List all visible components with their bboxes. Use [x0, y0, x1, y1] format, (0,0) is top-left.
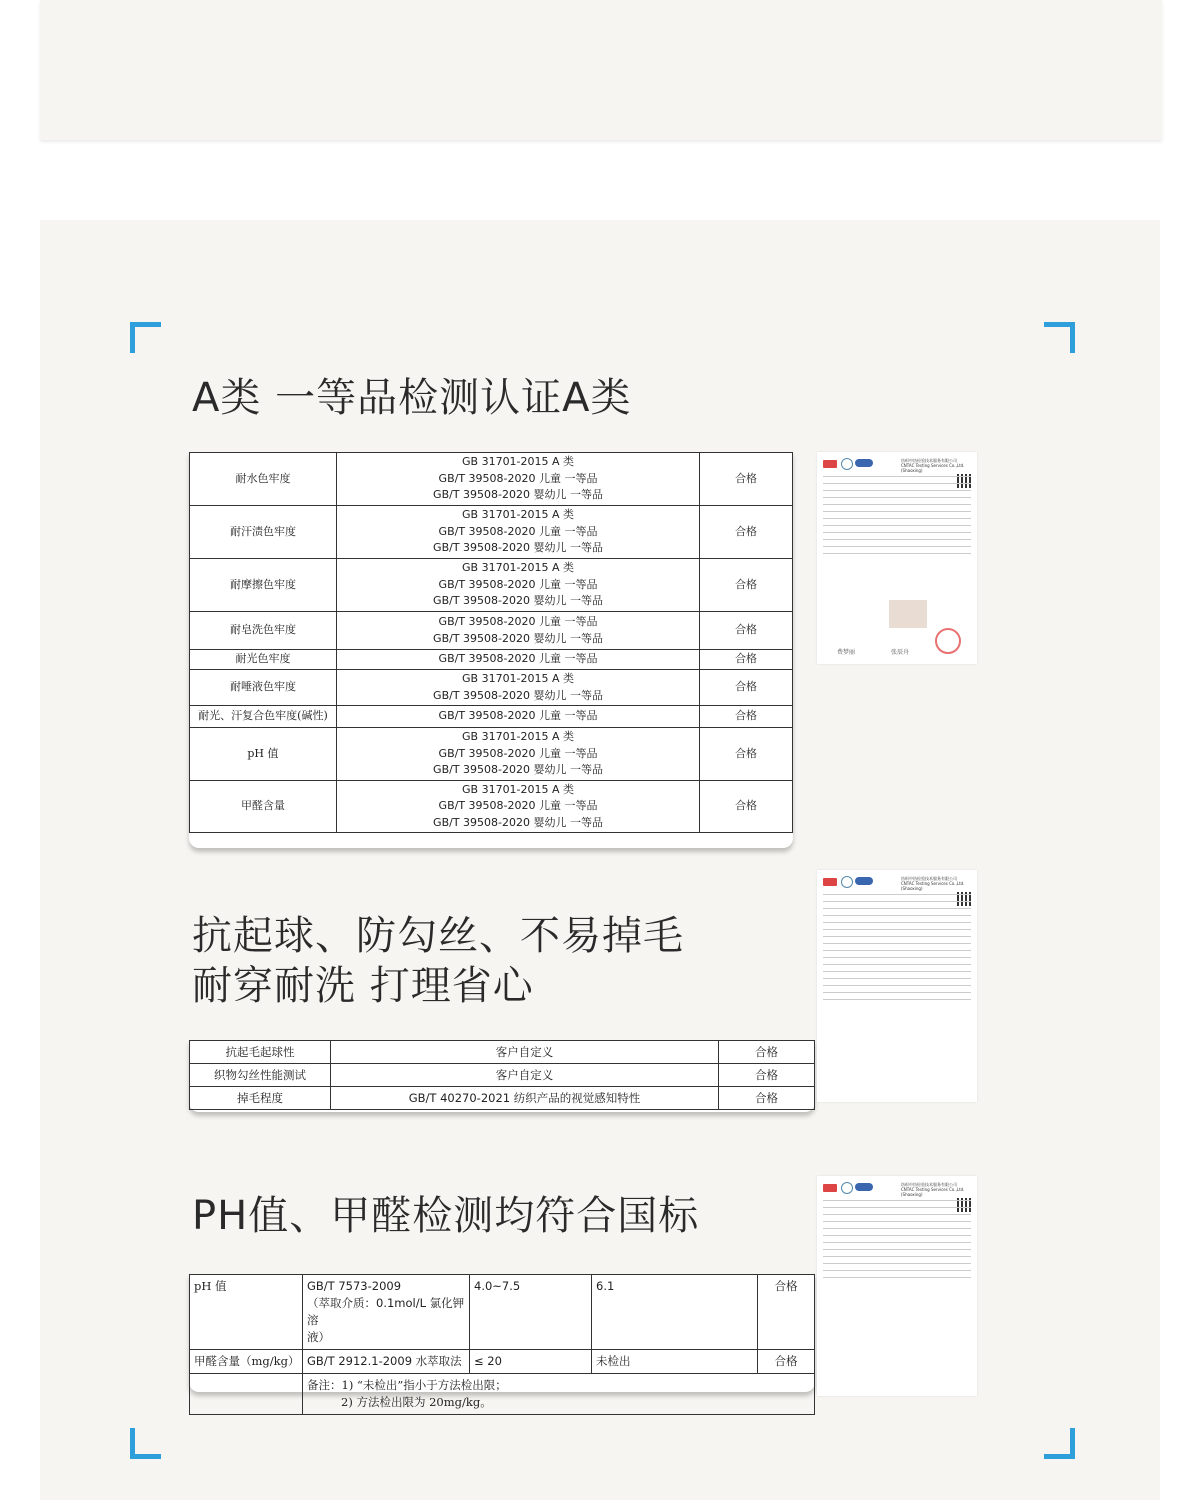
test-result: 合格	[700, 728, 793, 781]
test-item: 抗起毛起球性	[190, 1041, 331, 1064]
notes-cell	[303, 1374, 815, 1415]
standard-line: GB/T 39508-2020 婴幼儿 一等品	[433, 488, 603, 502]
red-seal-stamp	[935, 628, 961, 654]
test-item: pH 值	[190, 728, 337, 781]
report-header	[823, 1182, 971, 1197]
report-text-lines	[823, 1200, 971, 1368]
test-item: 耐水色牢度	[190, 453, 337, 506]
test-standards	[336, 506, 699, 559]
standard-line: GB/T 39508-2020 儿童 一等品	[438, 652, 598, 666]
notes-empty-cell	[190, 1374, 303, 1415]
table-row	[190, 559, 793, 612]
corner-bracket-top-right	[1044, 322, 1075, 353]
test-standard: 客户自定义	[331, 1041, 719, 1064]
cnas-logo-icon	[855, 1183, 873, 1191]
test-standards	[336, 612, 699, 650]
test-result: 合格	[700, 781, 793, 833]
table-row	[190, 728, 793, 781]
corner-bracket-bottom-left	[130, 1428, 161, 1459]
corner-bracket-bottom-right	[1044, 1428, 1075, 1459]
table-row	[190, 781, 793, 833]
test-report-thumbnail-2	[817, 870, 977, 1102]
report-header	[823, 876, 971, 891]
test-result: 合格	[700, 559, 793, 612]
test-result: 合格	[700, 670, 793, 706]
test-value: 6.1	[592, 1275, 758, 1350]
test-standards	[336, 559, 699, 612]
method-line: GB/T 2912.1-2009 水萃取法	[307, 1354, 462, 1368]
cnas-logo-icon	[855, 459, 873, 467]
ph-formaldehyde-table-card	[189, 1274, 815, 1409]
standard-line: GB 31701-2015 A 类	[462, 455, 575, 469]
report-company: 纺织中纺检验技术服务有限公司 CNTAC Testing Services Co.,Ltd.(Shaoxing)	[901, 1182, 965, 1197]
test-item: 甲醛含量（mg/kg）	[190, 1350, 303, 1374]
table-row	[190, 1064, 815, 1087]
test-value: 未检出	[592, 1350, 758, 1374]
section1-title: A类 一等品检测认证A类	[192, 375, 632, 421]
mra-logo-icon	[841, 876, 853, 888]
test-result: 合格	[700, 650, 793, 670]
test-result: 合格	[700, 706, 793, 728]
standard-line: GB/T 39508-2020 儿童 一等品	[438, 614, 598, 628]
table-row	[190, 612, 793, 650]
standard-line: GB/T 39508-2020 婴幼儿 一等品	[433, 688, 603, 702]
test-standards	[336, 650, 699, 670]
method-line: GB/T 7573-2009	[307, 1279, 402, 1293]
standard-line: GB 31701-2015 A 类	[462, 730, 575, 744]
fabric-sample-photo	[889, 600, 927, 628]
test-method	[303, 1275, 470, 1350]
colorfastness-table	[189, 452, 793, 833]
table-row	[190, 1041, 815, 1064]
signature-2: 张辰舟	[891, 649, 910, 656]
standard-line: GB 31701-2015 A 类	[462, 782, 575, 796]
test-result: 合格	[700, 506, 793, 559]
section3-title: PH值、甲醛检测均符合国标	[192, 1193, 700, 1239]
standard-line: GB 31701-2015 A 类	[462, 508, 575, 522]
top-paper-panel	[40, 0, 1162, 140]
mra-logo-icon	[841, 458, 853, 470]
ph-formaldehyde-table	[189, 1274, 815, 1415]
test-limit: 4.0~7.5	[470, 1275, 592, 1350]
notes-row	[190, 1374, 815, 1415]
test-report-thumbnail-3	[817, 1176, 977, 1396]
method-line: （萃取介质：0.1mol/L 氯化钾溶	[307, 1296, 465, 1327]
test-standard: 客户自定义	[331, 1064, 719, 1087]
standard-line: GB 31701-2015 A 类	[462, 671, 575, 685]
test-standards	[336, 728, 699, 781]
report-text-lines	[823, 894, 971, 1074]
standard-line: GB/T 39508-2020 儿童 一等品	[438, 709, 598, 723]
test-item: 耐光色牢度	[190, 650, 337, 670]
test-result: 合格	[700, 453, 793, 506]
pilling-table	[189, 1040, 815, 1110]
test-item: 耐汗渍色牢度	[190, 506, 337, 559]
test-standards	[336, 706, 699, 728]
note-line: 2) 方法检出限为 20mg/kg。	[341, 1395, 492, 1409]
test-result: 合格	[758, 1350, 815, 1374]
standard-line: GB/T 39508-2020 婴幼儿 一等品	[433, 594, 603, 608]
colorfastness-table-card	[189, 452, 793, 848]
standard-line: GB/T 39508-2020 儿童 一等品	[438, 471, 598, 485]
section2-title-line1: 抗起球、防勾丝、不易掉毛	[192, 913, 684, 959]
test-result: 合格	[719, 1064, 815, 1087]
table-row	[190, 670, 793, 706]
section2-title-line2: 耐穿耐洗 打理省心	[192, 963, 534, 1009]
mra-logo-icon	[841, 1182, 853, 1194]
standard-line: GB/T 39508-2020 婴幼儿 一等品	[433, 631, 603, 645]
table-row	[190, 1350, 815, 1374]
test-result: 合格	[758, 1275, 815, 1350]
test-limit: ≤ 20	[470, 1350, 592, 1374]
test-standards	[336, 453, 699, 506]
table-row	[190, 1275, 815, 1350]
test-item: 耐皂洗色牢度	[190, 612, 337, 650]
ilac-logo-icon	[823, 878, 837, 886]
report-company: 纺织中纺检验技术服务有限公司 CNTAC Testing Services Co.,Ltd.(Shaoxing)	[901, 458, 965, 473]
table-row	[190, 706, 793, 728]
standard-line: GB/T 39508-2020 儿童 一等品	[438, 524, 598, 538]
test-item: 甲醛含量	[190, 781, 337, 833]
test-standards	[336, 670, 699, 706]
table-row	[190, 1087, 815, 1110]
standard-line: GB/T 39508-2020 儿童 一等品	[438, 746, 598, 760]
test-standard: GB/T 40270-2021 纺织产品的视觉感知特性	[331, 1087, 719, 1110]
signature-1: 费梦丽	[837, 649, 856, 656]
table-row	[190, 506, 793, 559]
test-result: 合格	[700, 612, 793, 650]
report-header	[823, 458, 971, 473]
test-item: 掉毛程度	[190, 1087, 331, 1110]
test-item: 耐唾液色牢度	[190, 670, 337, 706]
standard-line: GB 31701-2015 A 类	[462, 561, 575, 575]
test-result: 合格	[719, 1087, 815, 1110]
standard-line: GB/T 39508-2020 婴幼儿 一等品	[433, 763, 603, 777]
pilling-table-card	[189, 1040, 815, 1112]
test-item: 织物勾丝性能测试	[190, 1064, 331, 1087]
test-item: 耐摩擦色牢度	[190, 559, 337, 612]
test-result: 合格	[719, 1041, 815, 1064]
test-report-thumbnail-1	[817, 452, 977, 664]
table-row	[190, 650, 793, 670]
standard-line: GB/T 39508-2020 儿童 一等品	[438, 799, 598, 813]
method-line: 液）	[307, 1330, 330, 1344]
report-company: 纺织中纺检验技术服务有限公司 CNTAC Testing Services Co.,Ltd.(Shaoxing)	[901, 876, 965, 891]
ilac-logo-icon	[823, 460, 837, 468]
test-item: pH 值	[190, 1275, 303, 1350]
test-method	[303, 1350, 470, 1374]
standard-line: GB/T 39508-2020 婴幼儿 一等品	[433, 815, 603, 829]
cnas-logo-icon	[855, 877, 873, 885]
corner-bracket-top-left	[130, 322, 161, 353]
test-standards	[336, 781, 699, 833]
standard-line: GB/T 39508-2020 儿童 一等品	[438, 577, 598, 591]
test-item: 耐光、汗复合色牢度(碱性)	[190, 706, 337, 728]
standard-line: GB/T 39508-2020 婴幼儿 一等品	[433, 541, 603, 555]
table-row	[190, 453, 793, 506]
ilac-logo-icon	[823, 1184, 837, 1192]
note-line: 备注：1) “未检出”指小于方法检出限；	[307, 1378, 507, 1392]
